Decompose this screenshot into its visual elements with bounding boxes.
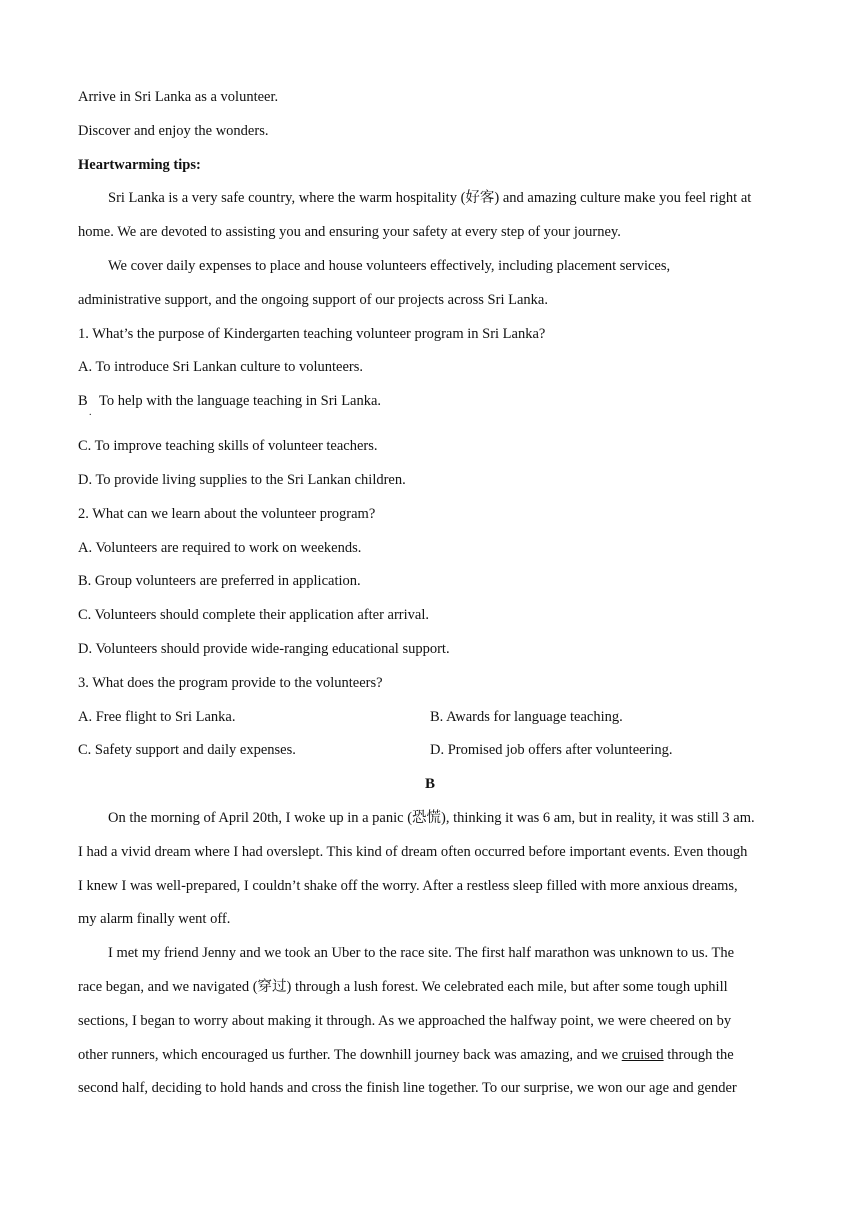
question-2: 2. What can we learn about the volunteer program? xyxy=(78,506,376,522)
q3-option-d: D. Promised job offers after volunteering. xyxy=(430,742,673,758)
q1-option-a: A. To introduce Sri Lankan culture to volunteers. xyxy=(78,359,364,375)
underlined-word: cruised xyxy=(621,1047,664,1063)
q2-option-d: D. Volunteers should provide wide-ranging educational support. xyxy=(78,641,450,657)
question-3: 3. What does the program provide to the volunteers? xyxy=(78,675,383,691)
q2-option-a: A. Volunteers are required to work on weekends. xyxy=(78,540,362,556)
q3-option-b: B. Awards for language teaching. xyxy=(430,709,623,725)
q2-option-c: C. Volunteers should complete their application after arrival. xyxy=(78,607,429,623)
passage-line: On the morning of April 20th, I woke up in a panic (恐慌), thinking it was 6 am, but in reality, it was still 3 am. xyxy=(108,810,755,826)
intro-line: Arrive in Sri Lanka as a volunteer. xyxy=(78,89,279,105)
tips-paragraph-line: We cover daily expenses to place and house volunteers effectively, including placement services, xyxy=(108,258,671,274)
section-b-heading: B xyxy=(424,776,435,792)
q1-option-b-dot: . xyxy=(89,407,92,418)
passage-text: through the xyxy=(663,1047,734,1063)
tips-paragraph-line: administrative support, and the ongoing support of our projects across Sri Lanka. xyxy=(78,292,548,308)
q1-option-b-letter: B xyxy=(78,393,88,409)
question-1: 1. What’s the purpose of Kindergarten teaching volunteer program in Sri Lanka? xyxy=(78,326,546,342)
passage-line: sections, I began to worry about making it through. As we approached the halfway point, we were cheered on by xyxy=(78,1013,732,1029)
passage-line xyxy=(78,1045,734,1065)
passage-line: I met my friend Jenny and we took an Uber to the race site. The first half marathon was unknown to us. The xyxy=(108,945,735,961)
q2-option-b: B. Group volunteers are preferred in application. xyxy=(78,573,361,589)
tips-heading: Heartwarming tips: xyxy=(78,157,201,173)
tips-paragraph-line: Sri Lanka is a very safe country, where the warm hospitality (好客) and amazing culture make you feel right at xyxy=(108,190,752,206)
q3-option-c: C. Safety support and daily expenses. xyxy=(78,742,296,758)
q3-option-a: A. Free flight to Sri Lanka. xyxy=(78,709,236,725)
intro-line: Discover and enjoy the wonders. xyxy=(78,123,269,139)
passage-line: I had a vivid dream where I had overslept. This kind of dream often occurred before important events. Even though xyxy=(78,844,748,860)
passage-line: my alarm finally went off. xyxy=(78,911,231,927)
passage-text: other runners, which encouraged us further. The downhill journey back was amazing, and we xyxy=(78,1047,622,1063)
passage-line: second half, deciding to hold hands and cross the finish line together. To our surprise, we won our age and gender xyxy=(78,1080,737,1096)
q1-option-b-text: To help with the language teaching in Sri Lanka. xyxy=(99,393,382,409)
tips-paragraph-line: home. We are devoted to assisting you and ensuring your safety at every step of your journey. xyxy=(78,224,621,240)
q1-option-c: C. To improve teaching skills of volunteer teachers. xyxy=(78,438,378,454)
q1-option-d: D. To provide living supplies to the Sri Lankan children. xyxy=(78,472,406,488)
passage-line: race began, and we navigated (穿过) through a lush forest. We celebrated each mile, but after some tough uphill xyxy=(78,979,728,995)
passage-line: I knew I was well-prepared, I couldn’t shake off the worry. After a restless sleep filled with more anxious dreams, xyxy=(78,878,738,894)
